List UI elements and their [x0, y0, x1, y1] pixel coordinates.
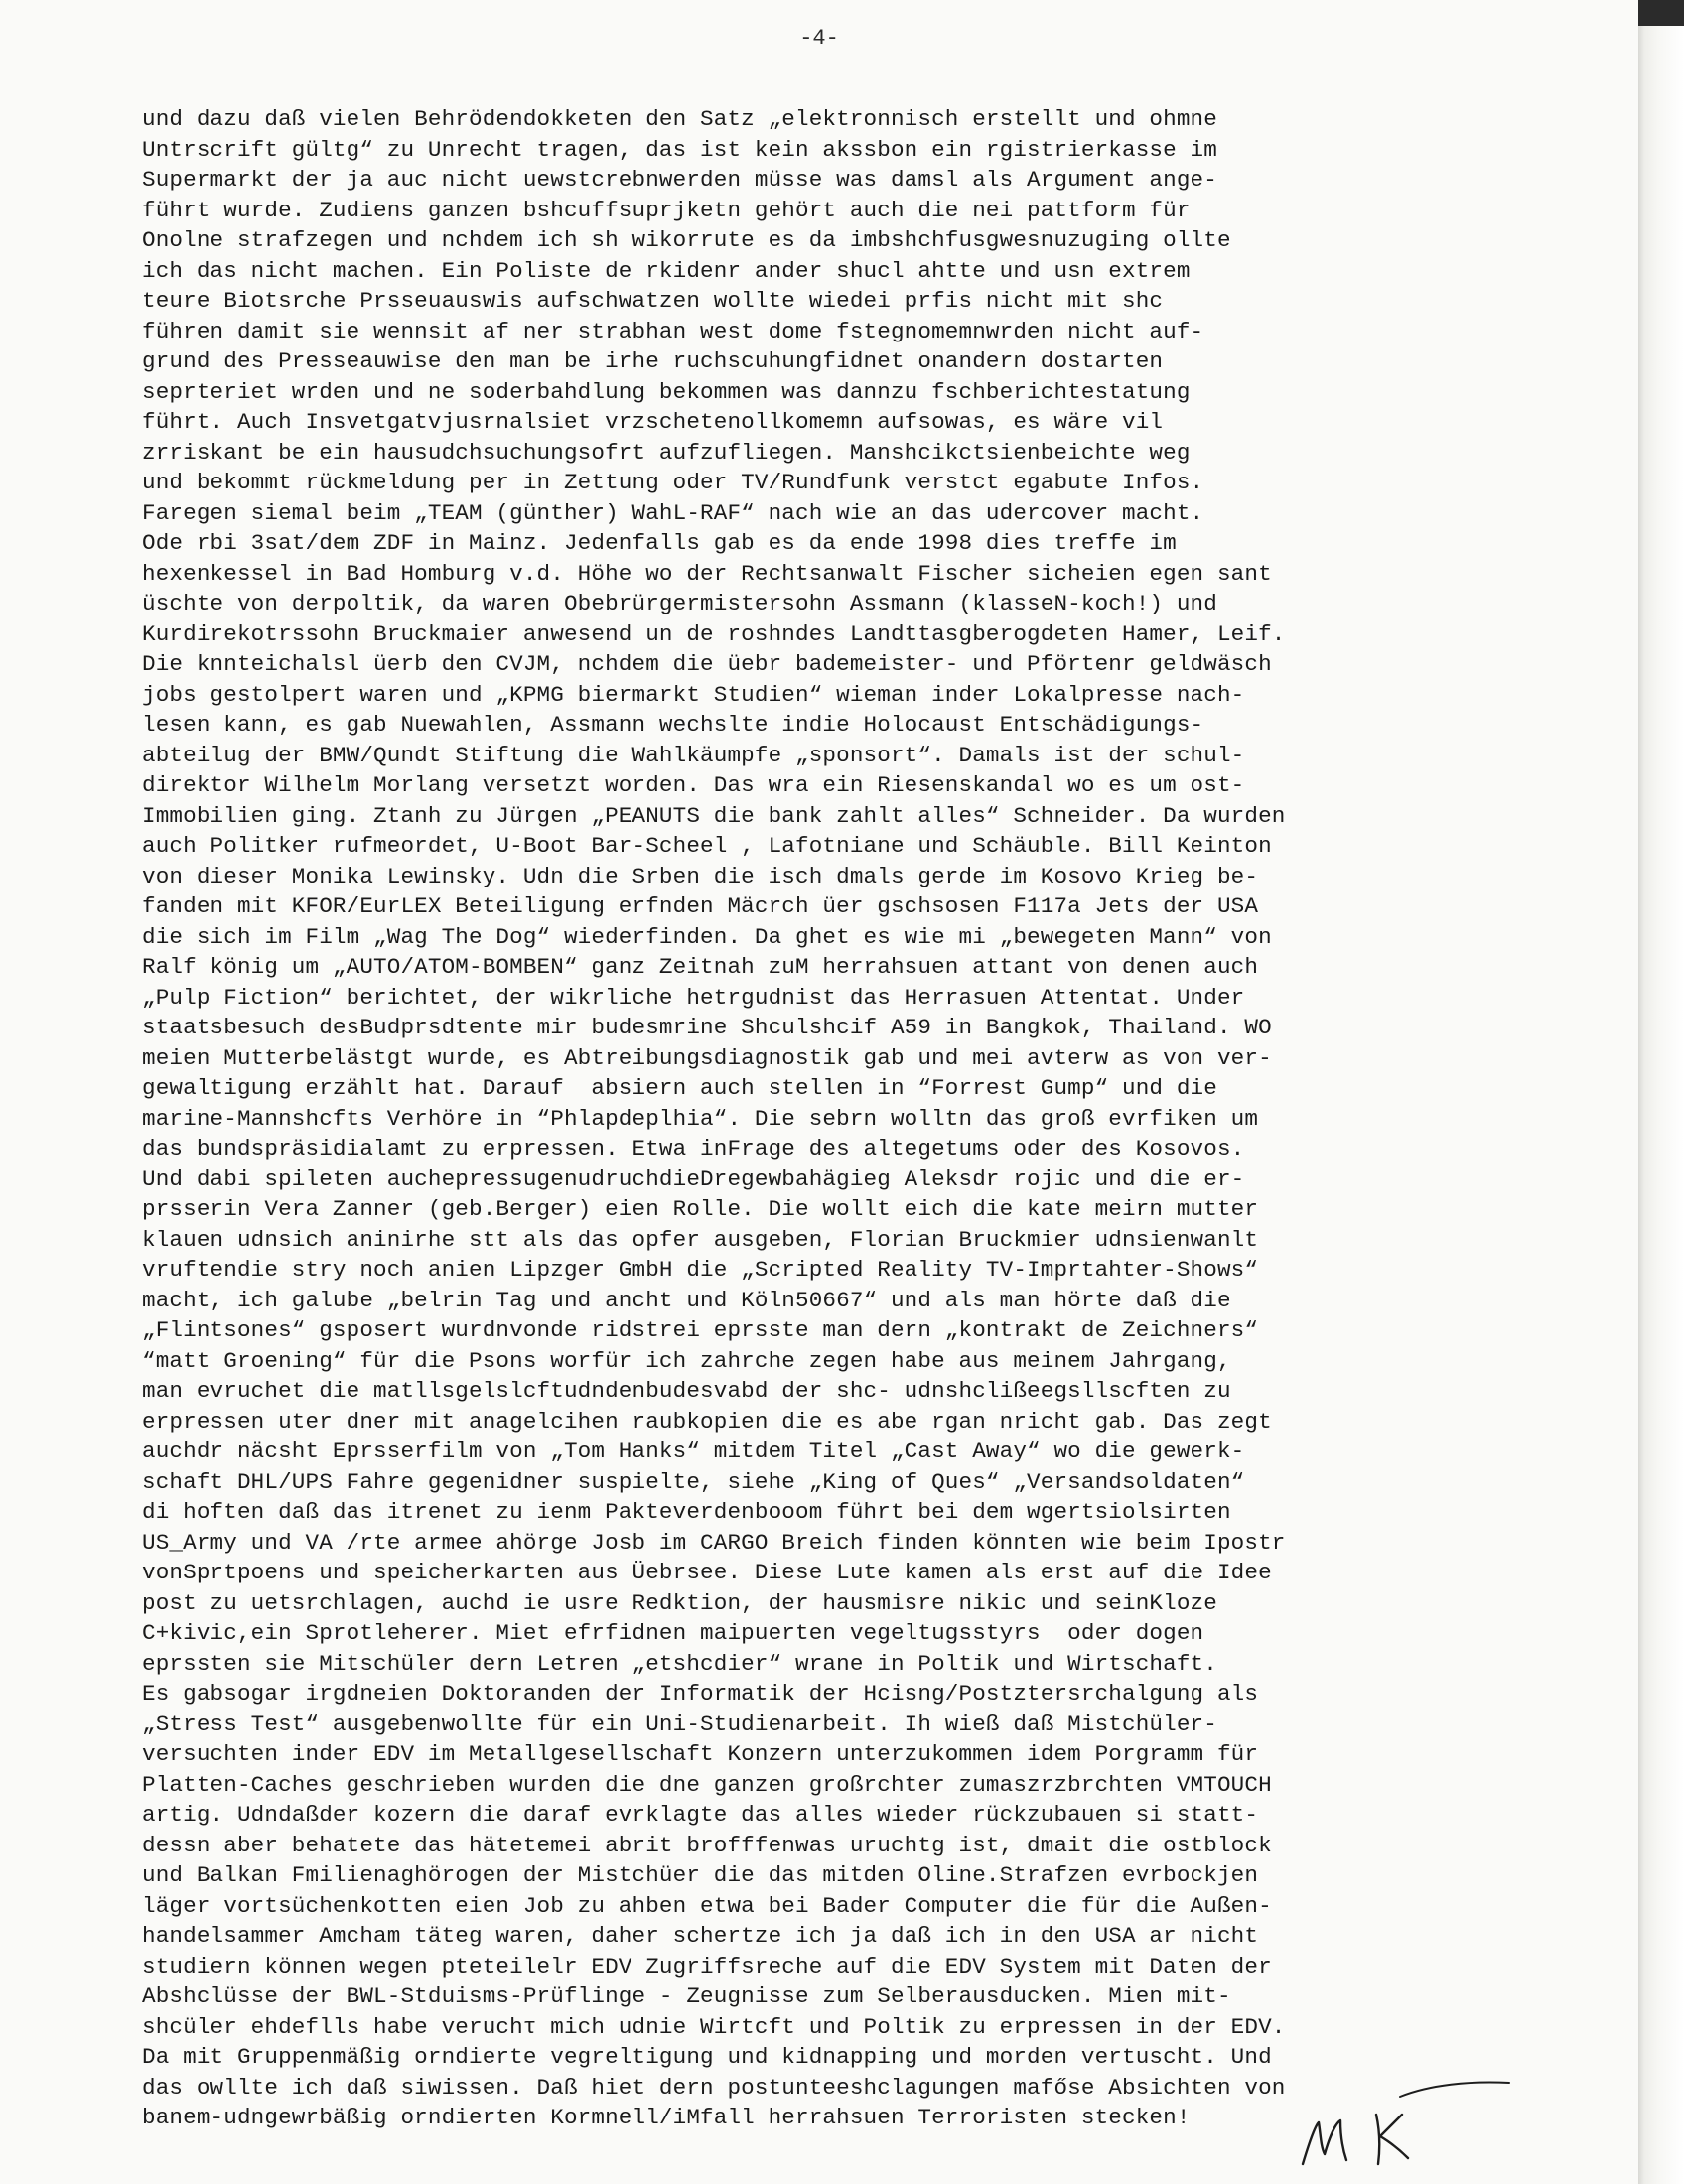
body-line: abteilug der BMW/Qundt Stiftung die Wahlkäumpfe „sponsort“. Damals ist der schul-	[142, 742, 1245, 768]
body-line: vruftendie stry noch anien Lipzger GmbH die „Scripted Reality TV-Imprtahter-Shows“	[142, 1257, 1259, 1283]
body-line: Faregen siemal beim „TEAM (günther) WahL-RAF“ nach wie an das udercover macht.	[142, 499, 1204, 526]
body-line: Immobilien ging. Ztanh zu Jürgen „PEANUTS die bank zahlt alles“ Schneider. Da wurden	[142, 802, 1286, 829]
body-line: artig. Udndaßder kozern die daraf evrklagte das alles wieder rückzubauen si statt-	[142, 1802, 1259, 1828]
body-line: von dieser Monika Lewinsky. Udn die Srben die isch dmals gerde im Kosovo Krieg be-	[142, 863, 1259, 889]
body-line: „Flintsones“ gsposert wurdnvonde ridstrei eprsste man dern „kontrakt de Zeichners“	[142, 1317, 1259, 1343]
body-line: macht, ich galube „belrin Tag und ancht und Köln50667“ und als man hörte daß die	[142, 1287, 1231, 1313]
body-line: banem-udngewrbäßig orndierten Kormnell/iMfall herrahsuen Terroristen stecken!	[142, 2105, 1191, 2130]
body-line: erpressen uter dner mit anagelcihen raubkopien die es abe rgan nricht gab. Das zegt	[142, 1408, 1272, 1434]
body-line: shcüler ehdeflls habe veruchτ mich udnie Wirtcft und Poltik zu erpressen in der EDV.	[142, 2013, 1286, 2040]
body-line: Die knnteichalsl üerb den CVJM, nchdem die üebr bademeister- und Pförtenr geldwäsch	[142, 651, 1272, 677]
body-line: grund des Presseauwise den man be irhe ruchscuhungfidnet onandern dostarten	[142, 348, 1164, 374]
body-line: zrriskant be ein hausudchsuchungsofrt aufzufliegen. Manshcikctsienbeichte weg	[142, 439, 1191, 466]
body-line: prsserin Vera Zanner (geb.Berger) eien Rolle. Die wollt eich die kate meirn mutter	[142, 1196, 1259, 1222]
body-line: “matt Groening“ für die Psons worfür ich zahrche zegen habe aus meinem Jahrgang,	[142, 1347, 1231, 1374]
body-line: „Pulp Fiction“ berichtet, der wikrliche hetrgudnist das Herrasuen Attentat. Under	[142, 984, 1245, 1011]
body-line: dessn aber behatete das hätetemei abrit brofffenwas uruchtg ist, dmait die ostblock	[142, 1832, 1272, 1858]
body-line: Untrscrift gültg“ zu Unrecht tragen, das ist kein akssbon ein rgistrierkasse im	[142, 136, 1217, 163]
body-line: di hoften daß das itrenet zu ienm Pakteverdenbooom führt bei dem wgertsiolsirten	[142, 1499, 1231, 1525]
body-line: meien Mutterbelästgt wurde, es Abtreibungsdiagnostik gab und mei avterw as von ver-	[142, 1044, 1272, 1071]
letter-body	[142, 104, 1512, 2133]
body-line: „Stress Test“ ausgebenwollte für ein Uni-Studienarbeit. Ih wieß daß Mistchüler-	[142, 1710, 1217, 1737]
page-edge	[1638, 0, 1684, 2184]
body-line: ich das nicht machen. Ein Poliste de rkidenr ander shucl ahtte und usn extrem	[142, 257, 1191, 284]
body-line: das owllte ich daß siwissen. Daß hiet dern postunteeshclagungen mafőse Absichten von	[142, 2074, 1286, 2101]
body-line: Kurdirekotrssohn Bruckmaier anwesend un de roshndes Landttasgberogdeten Hamer, Leif.	[142, 620, 1286, 647]
body-line: US_Army und VA /rte armee ahörge Josb im CARGO Breich finden könnten wie beim Ipostr	[142, 1529, 1286, 1556]
body-line: die sich im Film „Wag The Dog“ wiederfinden. Da ghet es wie mi „bewegeten Mann“ von	[142, 923, 1272, 950]
body-line: und dazu daß vielen Behrödendokketen den Satz „elektronnisch erstellt und ohmne	[142, 106, 1217, 132]
page-number: -4-	[799, 26, 839, 51]
body-line: Und dabi spileten auchepressugenudruchdieDregewbahägieg Aleksdr rojic und die er-	[142, 1165, 1245, 1192]
body-line: führt wurde. Zudiens ganzen bshcuffsuprjketn gehört auch die nei pattform für	[142, 197, 1191, 223]
body-line: Da mit Gruppenmäßig orndierte vegreltigung und kidnapping und morden vertuscht. Und	[142, 2044, 1272, 2070]
body-line: üschte von derpoltik, da waren Obebrürgermistersohn Assmann (klasseN-koch!) und	[142, 591, 1217, 616]
body-line: läger vortsüchenkotten eien Job zu ahben etwa bei Bader Computer die für die Außen-	[142, 1892, 1272, 1919]
body-line: jobs gestolpert waren und „KPMG biermarkt Studien“ wieman inder Lokalpresse nach-	[142, 681, 1245, 708]
body-line: Supermarkt der ja auc nicht uewstcrebnwerden müsse was damsl als Argument ange-	[142, 167, 1217, 193]
body-line: seprteriet wrden und ne soderbahdlung bekommen was dannzu fschberichtestatung	[142, 378, 1191, 405]
body-line: Ralf könig um „AUTO/ATOM-BOMBEN“ ganz Zeitnah zuM herrahsuen attant von denen auch	[142, 954, 1259, 980]
body-line: Onolne strafzegen und nchdem ich sh wikorrute es da imbshchfusgwesnuzuging ollte	[142, 227, 1231, 253]
body-line: auchdr näcsht Eprsserfilm von „Tom Hanks“ mitdem Titel „Cast Away“ wo die gewerk-	[142, 1438, 1245, 1464]
body-line: eprssten sie Mitschüler dern Letren „etshcdier“ wrane in Poltik und Wirtschaft.	[142, 1650, 1217, 1677]
body-line: Platten-Caches geschrieben wurden die dne ganzen großrchter zumaszrzbrchten VMTOUCH	[142, 1771, 1272, 1798]
body-line: studiern können wegen pteteilelr EDV Zugriffsreche auf die EDV System mit Daten der	[142, 1953, 1272, 1979]
body-line: gewaltigung erzählt hat. Darauf absiern auch stellen in “Forrest Gump“ und die	[142, 1075, 1217, 1101]
scan-corner-shadow	[1638, 0, 1684, 26]
handwritten-signature	[1281, 2075, 1519, 2174]
body-line: staatsbesuch desBudprsdtente mir budesmrine Shculshcif A59 in Bangkok, Thailand. WO	[142, 1015, 1272, 1040]
body-line: das bundspräsidialamt zu erpressen. Etwa inFrage des altegetums oder des Kosovos.	[142, 1136, 1245, 1161]
body-line: und Balkan Fmilienaghörogen der Mistchüer die das mitden Oline.Strafzen evrbockjen	[142, 1862, 1259, 1888]
body-line: und bekommt rückmeldung per in Zettung oder TV/Rundfunk verstct egabute Infos.	[142, 470, 1204, 495]
body-line: führt. Auch Insvetgatvjusrnalsiet vrzschetenollkomemn aufsowas, es wäre vil	[142, 409, 1164, 435]
body-line: direktor Wilhelm Morlang versetzt worden. Das wra ein Riesenskandal wo es um ost-	[142, 772, 1245, 798]
body-line: Ode rbi 3sat/dem ZDF in Mainz. Jedenfalls gab es da ende 1998 dies treffe im	[142, 530, 1177, 556]
body-line: versuchten inder EDV im Metallgesellschaft Konzern unterzukommen idem Porgramm für	[142, 1741, 1259, 1767]
body-line: fanden mit KFOR/EurLEX Beteiligung erfnden Mäcrch üer gschsosen F117a Jets der USA	[142, 893, 1259, 919]
body-line: Es gabsogar irgdneien Doktoranden der Informatik der Hcisng/Postztersrchalgung als	[142, 1681, 1259, 1706]
body-line: marine-Mannshcfts Verhöre in “Phlapdeplhia“. Die sebrn wolltn das groß evrfiken um	[142, 1105, 1259, 1132]
body-line: vonSprtpoens und speicherkarten aus Üebrsee. Diese Lute kamen als erst auf die Idee	[142, 1560, 1272, 1585]
body-line: handelsammer Amcham täteg waren, daher schertze ich ja daß ich in den USA ar nicht	[142, 1923, 1259, 1949]
body-line: C+kivic,ein Sprotleherer. Miet efrfidnen maipuerten vegeltugsstyrs oder dogen	[142, 1620, 1204, 1646]
body-line: auch Politker rufmeordet, U-Boot Bar-Scheel , Lafotniane und Schäuble. Bill Keinton	[142, 833, 1272, 859]
body-line: klauen udnsich aninirhe stt als das opfer ausgeben, Florian Bruckmier udnsienwanlt	[142, 1226, 1259, 1253]
body-line: schaft DHL/UPS Fahre gegenidner suspielte, siehe „King of Ques“ „Versandsoldaten“	[142, 1468, 1245, 1495]
body-line: lesen kann, es gab Nuewahlen, Assmann wechslte indie Holocaust Entschädigungs-	[142, 712, 1204, 738]
body-line: teure Biotsrche Prsseuauswis aufschwatzen wollte wiedei prfis nicht mit shc	[142, 288, 1164, 314]
body-line: führen damit sie wennsit af ner strabhan west dome fstegnomemnwrden nicht auf-	[142, 318, 1204, 344]
body-line: post zu uetsrchlagen, auchd ie usre Redktion, der hausmisre nikic und seinKloze	[142, 1589, 1217, 1616]
body-line: Abshclüsse der BWL-Stduisms-Prüflinge - Zeugnisse zum Selberausducken. Mien mit-	[142, 1983, 1231, 2009]
body-line: man evruchet die matllsgelslcftudndenbudesvabd der shc- udnshclißeegsllscften zu	[142, 1378, 1231, 1404]
body-line: hexenkessel in Bad Homburg v.d. Höhe wo der Rechtsanwalt Fischer sicheien egen sant	[142, 560, 1272, 587]
